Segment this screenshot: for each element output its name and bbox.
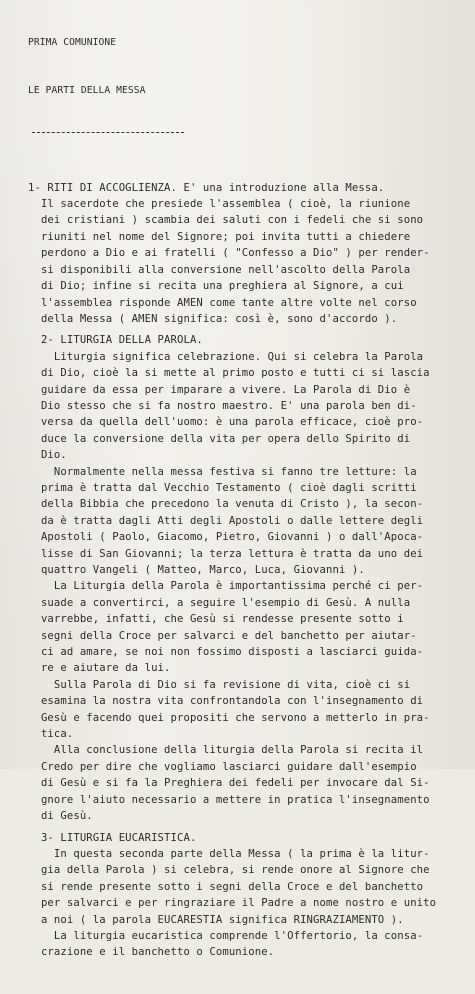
- text-line: esamina la nostra vita confrontandola con l'insegnamento di: [28, 695, 424, 708]
- text-line: si rende presente sotto i segni della Croce e del banchetto: [28, 880, 424, 893]
- text-line: Credo per dire che vogliamo lasciarci guidare dall'esempio: [28, 760, 417, 773]
- header-title: LE PARTI DELLA MESSA: [28, 84, 146, 96]
- text-line: Normalmente nella messa festiva si fanno tre letture: la: [28, 465, 417, 478]
- text-line: della Messa ( AMEN significa: così è, sono d'accordo ).: [28, 312, 398, 325]
- section-3: [28, 830, 468, 961]
- text-line: crazione e il banchetto o Comunione.: [28, 946, 275, 959]
- text-line: lisse di San Giovanni; la terza lettura è tratta da uno dei: [28, 547, 424, 560]
- text-line: si disponibili alla conversione nell'ascolto della Parola: [28, 263, 411, 276]
- text-line: tica.: [28, 728, 74, 741]
- text-line: di Dio, cioè la si mette al primo posto e tutti ci si lascia: [28, 367, 430, 380]
- text-line: da è tratta dagli Atti degli Apostoli o dalle lettere degli: [28, 514, 424, 527]
- text-line: a noi ( la parola EUCARESTIA significa RINGRAZIAMENTO ).: [28, 913, 404, 926]
- text-line: di Dio; infine si recita una preghiera al Signore, a cui: [28, 280, 404, 293]
- text-line: Liturgia significa celebrazione. Qui si celebra la Parola: [28, 350, 424, 363]
- text-line: versa da quella dell'uomo: è una parola efficace, cioè pro-: [28, 416, 424, 429]
- text-line: prima è tratta dal Vecchio Testamento ( cioè dagli scritti: [28, 481, 417, 494]
- text-line: della Bibbia che precedono la venuta di Cristo ), la secon-: [28, 498, 424, 511]
- header-line-1: PRIMA COMUNIONE: [28, 36, 117, 48]
- document-body: [28, 2, 468, 994]
- header-rule: [28, 130, 468, 146]
- sections-container: [28, 180, 468, 961]
- text-line: gnore l'aiuto necessario a mettere in pratica l'insegnamento: [28, 793, 430, 806]
- header-line-2: [28, 83, 468, 98]
- text-line: La Liturgia della Parola è importantissima perché ci per-: [28, 580, 424, 593]
- text-line: quattro Vangeli ( Matteo, Marco, Luca, Giovanni ).: [28, 564, 365, 576]
- text-line: Dio stesso che si fa nostro maestro. E' una parola ben di-: [28, 399, 417, 412]
- text-line: Sulla Parola di Dio si fa revisione di vita, cioè ci si: [28, 678, 411, 691]
- text-line: di Gesù.: [28, 810, 93, 823]
- text-line: re e aiutare da lui.: [28, 662, 171, 675]
- text-line: 1- RITI DI ACCOGLIENZA. E' una introduzione alla Messa.: [28, 181, 385, 194]
- text-line: segni della Croce per salvarci e del banchetto per aiutar-: [28, 629, 417, 642]
- header-underline: [32, 130, 184, 133]
- text-line: suade a convertirci, a seguire l'esempio di Gesù. A nulla: [28, 596, 411, 609]
- section-1: [28, 180, 468, 328]
- text-line: Apostoli ( Paolo, Giacomo, Pietro, Giovanni ) o dall'Apoca-: [28, 531, 424, 544]
- text-line: Il sacerdote che presiede l'assemblea ( cioè, la riunione: [28, 198, 411, 211]
- text-line: Alla conclusione della liturgia della Parola si recita il: [28, 744, 424, 757]
- text-line: In questa seconda parte della Messa ( la prima è la litur-: [28, 847, 430, 860]
- text-line: riuniti nel nome del Signore; poi invita tutti a chiedere: [28, 230, 411, 243]
- text-line: dei cristiani ) scambia dei saluti con i fedeli che si sono: [28, 214, 424, 227]
- text-line: Gesù e facendo quei propositi che servono a metterlo in pra-: [28, 711, 430, 724]
- text-line: perdono a Dio e ai fratelli ( "Confesso a Dio" ) per render-: [28, 247, 430, 260]
- text-line: duce la conversione della vita per opera dello Spirito di: [28, 432, 411, 445]
- text-line: gia della Parola ) si celebra, si rende onore al Signore che: [28, 864, 430, 877]
- section-2: [28, 332, 468, 824]
- text-line: di Gesù e si fa la Preghiera dei fedeli per invocare dal Si-: [28, 777, 430, 790]
- text-line: La liturgia eucaristica comprende l'Offertorio, la consa-: [28, 929, 424, 942]
- text-line: 2- LITURGIA DELLA PAROLA.: [28, 334, 203, 347]
- text-line: per salvarci e per ringraziare il Padre a nome nostro e unito: [28, 897, 437, 910]
- text-line: l'assemblea risponde AMEN come tante altre volte nel corso: [28, 296, 417, 309]
- text-line: ci ad amare, se noi non fossimo disposti a lasciarci guida-: [28, 646, 424, 659]
- text-line: varrebbe, infatti, che Gesù si rendesse presente sotto i: [28, 613, 404, 626]
- text-line: 3- LITURGIA EUCARISTICA.: [28, 831, 197, 844]
- text-line: guidare da essa per imparare a vivere. La Parola di Dio è: [28, 383, 411, 396]
- text-line: Dio.: [28, 449, 67, 462]
